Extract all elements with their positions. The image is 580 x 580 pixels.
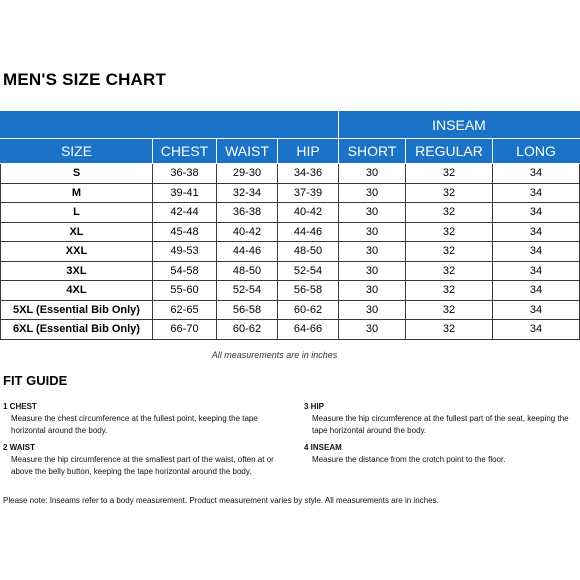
- table-cell: 60-62: [278, 300, 339, 320]
- table-cell: 32: [406, 320, 493, 340]
- footer-note: Please note: Inseams refer to a body measurement. Product measurement varies by style. All measurements are in inches.: [3, 496, 439, 505]
- table-cell: 54-58: [153, 261, 217, 281]
- table-cell: 52-54: [217, 281, 278, 301]
- table-cell: 45-48: [153, 222, 217, 242]
- size-table-body: [1, 164, 580, 340]
- table-cell: 44-46: [217, 242, 278, 262]
- table-cell: 30: [339, 320, 406, 340]
- table-cell: 40-42: [278, 203, 339, 223]
- size-cell: 3XL: [1, 261, 153, 281]
- table-cell: 29-30: [217, 164, 278, 184]
- table-cell: 36-38: [153, 164, 217, 184]
- table-cell: 32: [406, 261, 493, 281]
- guide-chest: [3, 401, 258, 437]
- guide-waist-heading: 2 WAIST: [3, 443, 36, 452]
- guide-waist-line1: Measure the hip circumference at the smallest part of the waist, often at or: [11, 455, 274, 464]
- table-cell: 66-70: [153, 320, 217, 340]
- table-cell: 39-41: [153, 183, 217, 203]
- size-cell: L: [1, 203, 153, 223]
- guide-inseam-line1: Measure the distance from the crotch point to the floor.: [312, 455, 506, 464]
- col-waist-header: WAIST: [217, 139, 278, 164]
- table-cell: 34: [493, 242, 580, 262]
- table-cell: 34: [493, 300, 580, 320]
- col-short-header: SHORT: [339, 139, 406, 164]
- col-hip-header: HIP: [278, 139, 339, 164]
- table-cell: 52-54: [278, 261, 339, 281]
- table-cell: 60-62: [217, 320, 278, 340]
- size-cell: 6XL (Essential Bib Only): [1, 320, 153, 340]
- table-cell: 49-53: [153, 242, 217, 262]
- col-long-header: LONG: [493, 139, 580, 164]
- size-cell: S: [1, 164, 153, 184]
- guide-waist: [3, 442, 274, 478]
- guide-hip-line2: tape horizontal around the body.: [312, 426, 427, 435]
- table-cell: 64-66: [278, 320, 339, 340]
- table-cell: 30: [339, 281, 406, 301]
- col-size-header: SIZE: [1, 139, 153, 164]
- table-cell: 34: [493, 164, 580, 184]
- table-cell: 30: [339, 203, 406, 223]
- col-chest-header: CHEST: [153, 139, 217, 164]
- table-cell: 62-65: [153, 300, 217, 320]
- table-cell: 30: [339, 183, 406, 203]
- table-cell: 34: [493, 320, 580, 340]
- size-cell: XL: [1, 222, 153, 242]
- header-blank: [1, 112, 339, 139]
- table-row: [1, 242, 580, 262]
- guide-chest-line2: horizontal around the body.: [11, 426, 108, 435]
- table-cell: 42-44: [153, 203, 217, 223]
- fit-guide-title: FIT GUIDE: [3, 373, 68, 388]
- table-cell: 32: [406, 164, 493, 184]
- guide-inseam: [304, 442, 505, 466]
- inseam-header: INSEAM: [339, 112, 580, 139]
- table-row: [1, 203, 580, 223]
- table-cell: 56-58: [217, 300, 278, 320]
- table-cell: 32-34: [217, 183, 278, 203]
- guide-waist-line2: above the belly button, keeping the tape horizontal around the body.: [11, 467, 252, 476]
- table-cell: 34: [493, 183, 580, 203]
- table-row: [1, 222, 580, 242]
- size-cell: 4XL: [1, 281, 153, 301]
- guide-hip-line1: Measure the hip circumference at the fullest part of the seat, keeping the: [312, 414, 569, 423]
- table-cell: 34: [493, 222, 580, 242]
- guide-chest-line1: Measure the chest circumference at the fullest point, keeping the tape: [11, 414, 258, 423]
- table-cell: 34: [493, 281, 580, 301]
- table-row: [1, 183, 580, 203]
- chart-title: MEN'S SIZE CHART: [3, 70, 167, 89]
- guide-chest-heading: 1 CHEST: [3, 402, 37, 411]
- table-cell: 32: [406, 300, 493, 320]
- size-cell: 5XL (Essential Bib Only): [1, 300, 153, 320]
- table-cell: 32: [406, 203, 493, 223]
- table-cell: 34: [493, 261, 580, 281]
- table-cell: 30: [339, 261, 406, 281]
- table-cell: 32: [406, 242, 493, 262]
- table-cell: 36-38: [217, 203, 278, 223]
- table-cell: 30: [339, 242, 406, 262]
- size-cell: M: [1, 183, 153, 203]
- table-cell: 30: [339, 164, 406, 184]
- guide-hip-heading: 3 HIP: [304, 402, 325, 411]
- table-row: [1, 320, 580, 340]
- table-cell: 32: [406, 222, 493, 242]
- table-cell: 30: [339, 222, 406, 242]
- table-row: [1, 281, 580, 301]
- table-cell: 48-50: [217, 261, 278, 281]
- measurement-note: All measurements are in inches: [211, 350, 338, 360]
- table-row: [1, 261, 580, 281]
- table-cell: 34: [493, 203, 580, 223]
- size-cell: XXL: [1, 242, 153, 262]
- table-cell: 34-36: [278, 164, 339, 184]
- table-cell: 40-42: [217, 222, 278, 242]
- col-regular-header: REGULAR: [406, 139, 493, 164]
- table-cell: 48-50: [278, 242, 339, 262]
- table-cell: 32: [406, 183, 493, 203]
- table-cell: 55-60: [153, 281, 217, 301]
- table-row: [1, 164, 580, 184]
- table-cell: 44-46: [278, 222, 339, 242]
- guide-inseam-heading: 4 INSEAM: [304, 443, 342, 452]
- table-cell: 37-39: [278, 183, 339, 203]
- guide-hip: [304, 401, 569, 437]
- size-table: [0, 111, 580, 340]
- table-row: [1, 300, 580, 320]
- table-cell: 56-58: [278, 281, 339, 301]
- table-cell: 32: [406, 281, 493, 301]
- table-cell: 30: [339, 300, 406, 320]
